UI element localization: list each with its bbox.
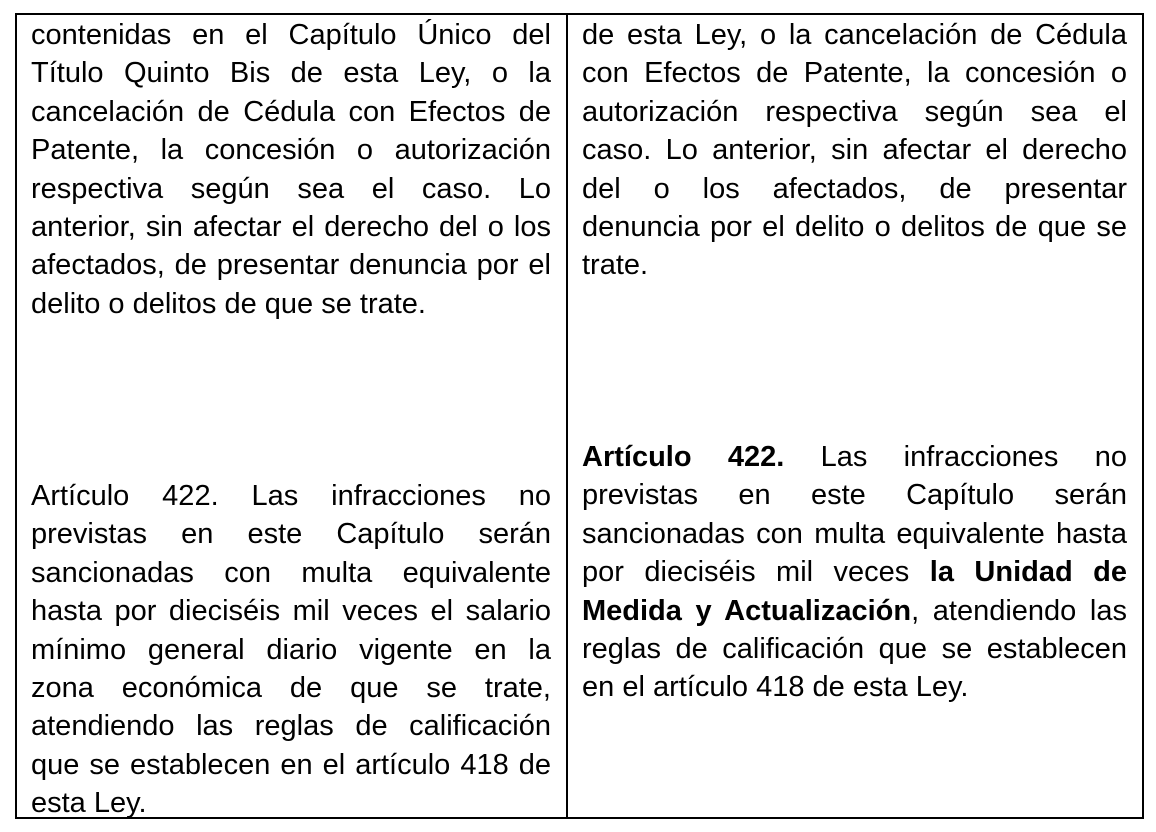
article-text-part-2: , atendiendo las reglas de calificación que se establecen en el artículo 418 de esta Ley. [582, 594, 1127, 704]
article-text-part-1: Las infracciones no previstas en este Capítulo serán sancionadas con multa equivalente hasta por dieciséis mil veces [582, 441, 1127, 589]
comparison-table [15, 13, 1144, 819]
right-paragraph-continuation: de esta Ley, o la cancelación de Cédula con Efectos de Patente, la concesión o autorización respectiva según sea el caso. Lo anterior, sin afectar el derecho del o los afectados, de presentar denuncia por el delito o delitos de que se trate. [582, 19, 1127, 282]
right-column [568, 15, 1142, 817]
left-column [17, 15, 568, 820]
right-paragraph-article-422 [582, 438, 1127, 707]
left-paragraph-continuation: contenidas en el Capítulo Único del Título Quinto Bis de esta Ley, o la cancelación de Cédula con Efectos de Patente, la concesión o autorización respectiva según sea el caso. Lo anterior, sin afectar el derecho del o los afectados, de presentar denuncia por el delito o delitos de que se trate. [31, 19, 551, 320]
left-paragraph-article-422: Artículo 422. Las infracciones no previstas en este Capítulo serán sancionadas con multa equivalente hasta por dieciséis mil veces el salario mínimo general diario vigente en la zona económica de que se trate, atendiendo las reglas de calificación que se establecen en el artículo 418 de esta Ley. [31, 480, 551, 820]
article-heading: Artículo 422. [582, 441, 785, 473]
article-bold-phrase: la Unidad de Medida y Actualización [582, 556, 1128, 627]
